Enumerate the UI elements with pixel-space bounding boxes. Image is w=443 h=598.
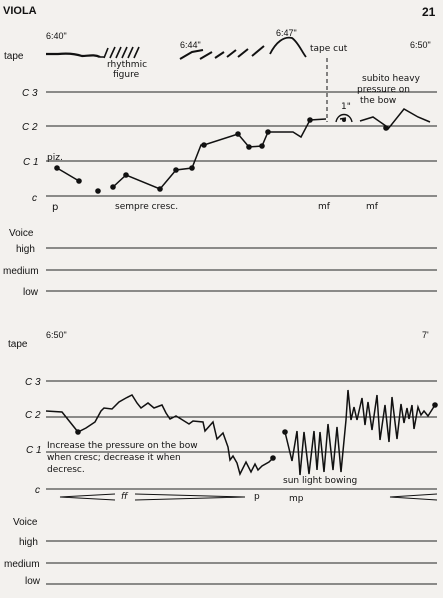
instrument-title: VIOLA [3, 5, 37, 17]
system-1-tape-line [46, 54, 100, 57]
annotation-sun-light-bowing: sun light bowing [283, 476, 358, 486]
system-2-time-650: 6:50" [46, 330, 67, 340]
system-1-time-650: 6:50" [410, 40, 431, 50]
system-2-label-c2: C 2 [25, 410, 41, 421]
dynamic-ff: ff [121, 492, 128, 502]
annotation-subito-1: subito heavy [362, 74, 420, 84]
rhythmic-figure-mark [100, 47, 139, 58]
annotation-subito-3: the bow [360, 96, 397, 106]
system-1-label-high: high [16, 244, 35, 255]
system-1-label-tape: tape [4, 51, 24, 62]
system-1-label-c3: C 3 [22, 88, 38, 99]
dynamic-mf-2: mf [366, 202, 378, 212]
annotation-tape-cut: tape cut [310, 44, 348, 54]
dynamic-sempre-cresc: sempre cresc. [115, 202, 179, 212]
system-2-time-7: 7' [422, 330, 429, 340]
system-2-label-c: c [35, 485, 40, 496]
annotation-pressure-1: Increase the pressure on the bow [47, 441, 198, 451]
system-1-time-640: 6:40" [46, 31, 67, 41]
system-2-label-low: low [25, 576, 41, 587]
system-1-time-647: 6:47" [276, 28, 297, 38]
system-2-label-medium: medium [4, 559, 40, 570]
system-1-staff-lines [46, 92, 437, 291]
hairpin-crescendo [60, 494, 115, 500]
annotation-pressure-2: when cresc; decrease it when [47, 453, 181, 463]
dynamic-mp: mp [289, 494, 304, 504]
system-1-label-c1: C 1 [23, 157, 39, 168]
page-number: 21 [422, 5, 436, 19]
system-2-label-c3: C 3 [25, 377, 41, 388]
system-1-label-voice: Voice [9, 228, 34, 239]
fermata-dot [342, 118, 346, 122]
hairpin-right [390, 494, 437, 500]
annotation-figure: figure [113, 70, 140, 80]
tape-arc-647 [270, 38, 306, 57]
hairpin-diminuendo [135, 494, 245, 500]
dynamic-p-2: p [254, 492, 260, 502]
annotation-pressure-3: decresc. [47, 465, 85, 475]
annotation-piz: piz. [47, 153, 63, 163]
system-2-label-high: high [19, 537, 38, 548]
system-2 [4, 330, 438, 587]
system-1 [3, 28, 437, 298]
system-2-label-tape: tape [8, 339, 28, 350]
system-1-pitch-contour [57, 109, 430, 189]
system-1-label-c: c [32, 193, 37, 204]
system-1-time-644: 6:44" [180, 40, 201, 50]
system-2-label-c1: C 1 [26, 445, 42, 456]
dynamic-p: p [52, 202, 59, 213]
system-2-label-voice: Voice [13, 517, 38, 528]
annotation-rhythmic: rhythmic [107, 60, 148, 70]
annotation-subito-2: pressure on [357, 85, 410, 95]
system-1-label-low: low [23, 287, 39, 298]
system-1-label-medium: medium [3, 266, 39, 277]
system-1-label-c2: C 2 [22, 122, 38, 133]
system-1-pitch-dots [54, 117, 389, 194]
dynamic-mf-1: mf [318, 202, 330, 212]
annotation-one-second: 1" [341, 102, 351, 112]
